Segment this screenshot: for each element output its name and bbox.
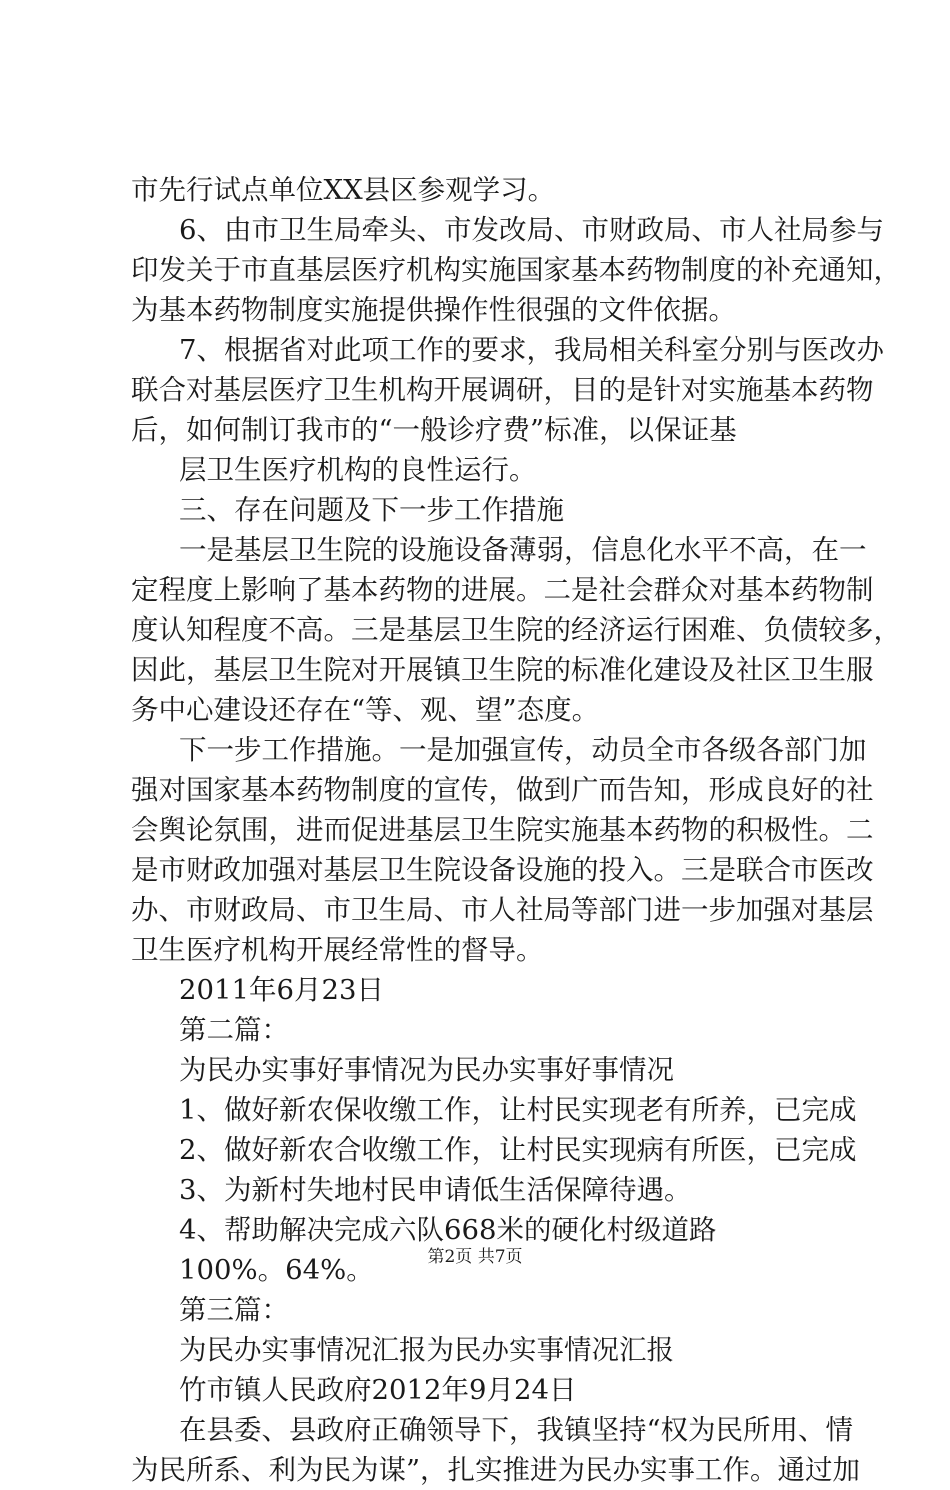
body-text (131, 170, 901, 1490)
text-line: 一是基层卫生院的设施设备薄弱，信息化水平不高，在一 (179, 534, 867, 566)
chapter-heading: 第二篇： (179, 1014, 289, 1046)
text-line: 6、由市卫生局牵头、市发改局、市财政局、市人社局参与 (179, 214, 884, 246)
text-line: 为基本药物制度实施提供操作性很强的文件依据。 (131, 294, 736, 326)
text-line: 下一步工作措施。一是加强宣传，动员全市各级各部门加 (179, 734, 867, 766)
text-line: 会舆论氛围，进而促进基层卫生院实施基本药物的积极性。二 (131, 814, 874, 846)
text-line: 后，如何制订我市的“一般诊疗费”标准，以保证基 (131, 414, 737, 446)
text-line: 竹市镇人民政府2012年9月24日 (179, 1374, 577, 1406)
page-footer: 第2页 共7页 (427, 1247, 523, 1267)
text-line: 度认知程度不高。三是基层卫生院的经济运行困难、负债较多， (131, 614, 901, 646)
text-line: 印发关于市直基层医疗机构实施国家基本药物制度的补充通知， (131, 254, 901, 286)
text-line: 7、根据省对此项工作的要求，我局相关科室分别与医改办 (179, 334, 884, 366)
text-line: 因此，基层卫生院对开展镇卫生院的标准化建设及社区卫生服 (131, 654, 874, 686)
text-line: 强对国家基本药物制度的宣传，做到广而告知，形成良好的社 (131, 774, 874, 806)
text-line: 卫生医疗机构开展经常性的督导。 (131, 934, 544, 966)
text-line: 联合对基层医疗卫生机构开展调研，目的是针对实施基本药物 (131, 374, 874, 406)
date-line: 2011年6月23日 (179, 974, 384, 1006)
text-line: 层卫生医疗机构的良性运行。 (179, 454, 537, 486)
text-line: 为民办实事好事情况为民办实事好事情况 (179, 1054, 674, 1086)
list-item: 4、帮助解决完成六队668米的硬化村级道路 (179, 1214, 717, 1246)
text-line: 办、市财政局、市卫生局、市人社局等部门进一步加强对基层 (131, 894, 874, 926)
text-line: 定程度上影响了基本药物的进展。二是社会群众对基本药物制 (131, 574, 874, 606)
list-item: 3、为新村失地村民申请低生活保障待遇。 (179, 1174, 692, 1206)
text-line: 为民所系、利为民为谋”，扎实推进为民办实事工作。通过加 (131, 1454, 861, 1486)
text-line: 在县委、县政府正确领导下，我镇坚持“权为民所用、情 (179, 1414, 854, 1446)
text-line: 为民办实事情况汇报为民办实事情况汇报 (179, 1334, 674, 1366)
text-line: 务中心建设还存在“等、观、望”态度。 (131, 694, 600, 726)
text-line: 100%。64%。 (179, 1254, 374, 1286)
text-line: 市先行试点单位XX县区参观学习。 (131, 174, 556, 206)
list-item: 1、做好新农保收缴工作，让村民实现老有所养，已完成 (179, 1094, 857, 1126)
section-heading: 三、存在问题及下一步工作措施 (179, 494, 564, 526)
chapter-heading: 第三篇： (179, 1294, 289, 1326)
list-item: 2、做好新农合收缴工作，让村民实现病有所医，已完成 (179, 1134, 857, 1166)
text-line: 是市财政加强对基层卫生院设备设施的投入。三是联合市医改 (131, 854, 874, 886)
